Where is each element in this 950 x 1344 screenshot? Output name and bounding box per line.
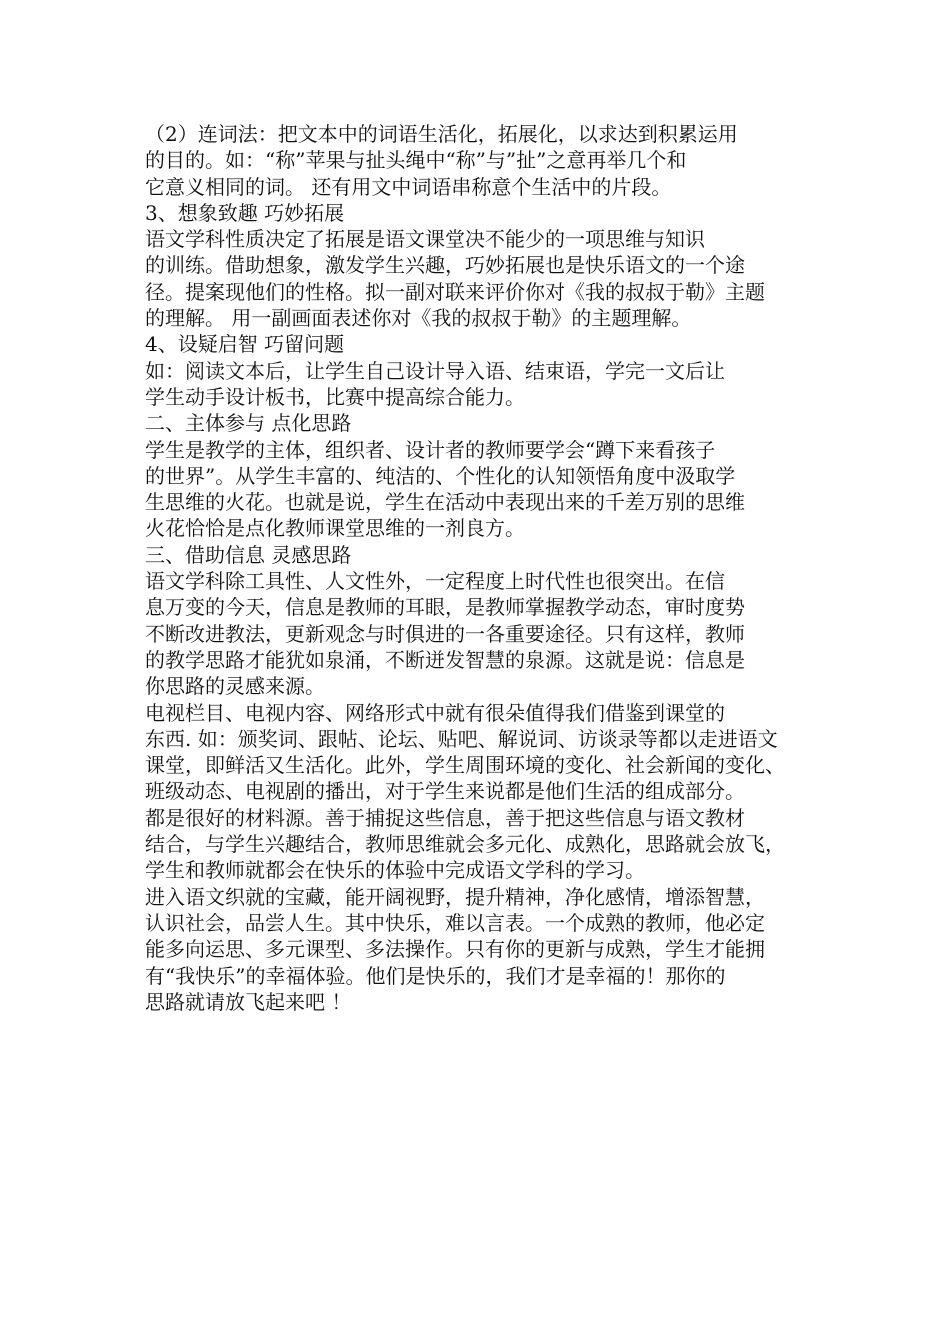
paragraph-line: 的理解。 用一副画面表述你对《我的叔叔于勒》的主题理解。	[145, 306, 692, 331]
paragraph-line: 都是很好的材料源。善于捕捉这些信息，善于把这些信息与语文教材	[145, 805, 745, 830]
paragraph-line: 的世界”。从学生丰富的、纯洁的、个性化的认知领悟角度中汲取学	[145, 463, 736, 488]
paragraph-line: 它意义相同的词。 还有用文中词语串称意个生活中的片段。	[145, 174, 672, 199]
paragraph-line: 你思路的灵感来源。	[145, 674, 325, 699]
paragraph-line: 径。提案现他们的性格。拟一副对联来评价你对《我的叔叔于勒》主题	[145, 279, 765, 304]
paragraph-line: 如：阅读文本后，让学生自己设计导入语、结束语，学完一文后让	[145, 358, 725, 383]
paragraph-line: 课堂，即鲜活又生活化。此外，学生周围环境的变化、社会新闻的变化、	[145, 753, 785, 778]
paragraph-line: 学生动手设计板书，比赛中提高综合能力。	[145, 384, 525, 409]
paragraph-line: 学生和教师就都会在快乐的体验中完成语文学科的学习。	[145, 858, 645, 883]
section-heading: 二、主体参与 点化思路	[145, 411, 352, 436]
paragraph-line: 进入语文织就的宝藏，能开阔视野，提升精神，净化感情，增添智慧，	[145, 884, 765, 909]
paragraph-line: 结合，与学生兴趣结合，教师思维就会多元化、成熟化，思路就会放飞，	[145, 832, 785, 857]
section-heading: 三、借助信息 灵感思路	[145, 542, 352, 567]
paragraph-line: 生思维的火花。也就是说，学生在活动中表现出来的千差万别的思维	[145, 490, 745, 515]
paragraph-line: 思路就请放飞起来吧 ！	[145, 989, 352, 1014]
paragraph-line: 能多向运思、多元课型、多法操作。只有你的更新与成熟，学生才能拥	[145, 937, 765, 962]
paragraph-line: 语文学科性质决定了拓展是语文课堂决不能少的一项思维与知识	[145, 227, 705, 252]
paragraph-line: 有“我快乐”的幸福体验。他们是快乐的，我们才是幸福的！那你的	[145, 963, 726, 988]
paragraph-line: 语文学科除工具性、人文性外，一定程度上时代性也很突出。在信	[145, 569, 725, 594]
paragraph-line: 火花恰恰是点化教师课堂思维的一剂良方。	[145, 516, 525, 541]
section-heading: 4、设疑启智 巧留问题	[145, 332, 345, 357]
paragraph-line: 不断改进教法，更新观念与时俱进的一各重要途径。只有这样，教师	[145, 621, 745, 646]
paragraph-line: 学生是教学的主体，组织者、设计者的教师要学会“蹲下来看孩子	[145, 437, 716, 462]
paragraph-line: 东西. 如：颁奖词、跟帖、论坛、贴吧、解说词、访谈录等都以走进语文	[145, 726, 778, 751]
paragraph-line: （2）连词法：把文本中的词语生活化，拓展化，以求达到积累运用	[145, 122, 738, 146]
section-heading: 3、想象致趣 巧妙拓展	[145, 200, 345, 225]
paragraph-line: 班级动态、电视剧的播出，对于学生来说都是他们生活的组成部分。	[145, 779, 745, 804]
paragraph-line: 的训练。借助想象，激发学生兴趣，巧妙拓展也是快乐语文的一个途	[145, 253, 745, 278]
paragraph-line: 的教学思路才能犹如泉涌，不断迸发智慧的泉源。这就是说：信息是	[145, 647, 745, 672]
document-body	[145, 121, 825, 1015]
paragraph-line: 电视栏目、电视内容、网络形式中就有很朵值得我们借鉴到课堂的	[145, 700, 725, 725]
paragraph-line: 的目的。如：“称”苹果与扯头绳中“称”与”扯”之意再举几个和	[145, 148, 687, 173]
paragraph-line: 认识社会，品尝人生。其中快乐，难以言表。一个成熟的教师，他必定	[145, 910, 765, 935]
paragraph-line: 息万变的今天，信息是教师的耳眼，是教师掌握教学动态，审时度势	[145, 595, 745, 620]
